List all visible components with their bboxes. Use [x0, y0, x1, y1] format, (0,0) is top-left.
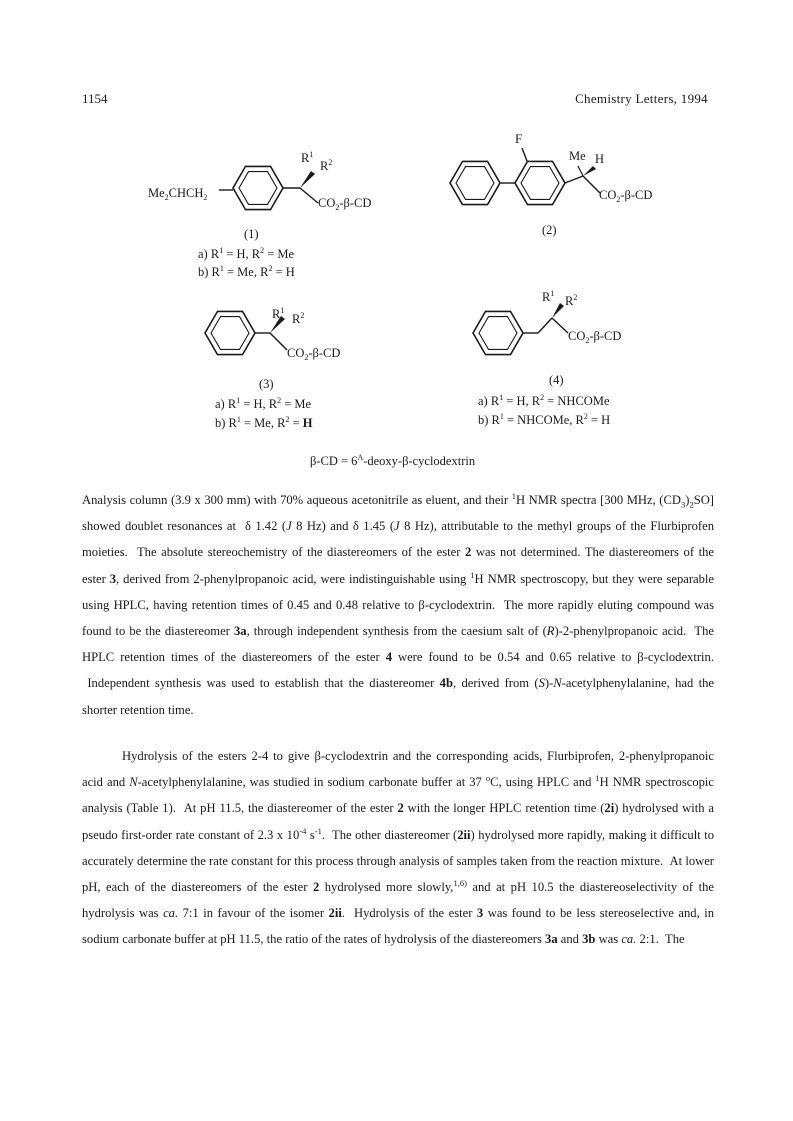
page-number: 1154: [82, 91, 108, 106]
compound-1a-label: a) $R^1 = H$, $R^2 = Me$: [198, 246, 295, 261]
compound-3a-label: a) $R^1 = H$, $R^2 = Me$: [215, 396, 312, 411]
compound-2-number: (2): [542, 223, 557, 237]
compound-2-structure: [450, 132, 652, 237]
compound-4b-label: b) $R^1$ = NHCOMe, $R^2 = H$: [478, 412, 611, 427]
compound-1-number: (1): [244, 227, 259, 241]
svg-text:R1: $R^1$: [301, 150, 314, 165]
svg-text:R2: $R^2$: [565, 293, 578, 308]
compound-4-number: (4): [549, 373, 564, 387]
svg-text:R1: $R^1$: [542, 289, 555, 304]
compound-3-number: (3): [259, 377, 274, 391]
paragraph-1: Analysis column (3.9 x 300 mm) with 70% aqueous acetonitrile as eluent, and their $^1$H NMR spectra [300 MHz, $(CD_3)_2SO$] showed doublet resonances at δ 1.42 (J 8 Hz) and δ 1.45 (J 8 Hz), attributable to the methyl groups of the Flurbiprofen moieties. The absolute stereochemistry of the diastereomers of the ester 2 was not determined. The diastereomers of the ester 3, derived from 2-phenylpropanoic acid, were indistinguishable using $^1$H NMR spectroscopy, but they were separable using HPLC, having retention times of 0.45 and 0.48 relative to β-cyclodextrin. The more rapidly eluting compound was found to be the diastereomer 3a, through independent synthesis from the caesium salt of (R)-2-phenylpropanoic acid. The HPLC retention times of the diastereomers of the ester 4 were found to be 0.54 and 0.65 relative to β-cyclodextrin. Independent synthesis was used to establish that the diastereomer 4b, derived from (S)-N-acetylphenylalanine, had the shorter retention time.: [82, 490, 715, 717]
compound-1b-label: b) $R^1 = Me$, $R^2 = H$: [198, 264, 295, 279]
svg-text:H: H: [595, 152, 605, 166]
svg-text:R2: $R^2$: [292, 311, 305, 326]
svg-text:CO2-β-CD: $CO_2-\beta-CD$: [287, 346, 341, 362]
beta-cd-definition: $\beta-CD = 6^A-deoxy-\beta$-cyclodextrin: [310, 453, 476, 468]
compound-3b-label: b) $R^1 = Me$, $R^2 = H$: [215, 415, 313, 430]
compound-4-structure: [473, 289, 621, 427]
compound-3-structure: [205, 306, 340, 430]
paragraph-2: Hydrolysis of the esters 2-4 to give β-cyclodextrin and the corresponding acids, Flurbiprofen, 2-phenylpropanoic acid and N-acetylphenylalanine, was studied in sodium carbonate buffer at 37 $^o$C, using HPLC and $^1$H NMR spectroscopic analysis (Table 1). At pH 11.5, the diastereomer of the ester 2 with the longer HPLC retention time (2i) hydrolysed with a pseudo first-order rate constant of 2.3 x $10^{-4}$ $s^{-1}$. The other diastereomer (2ii) hydrolysed more rapidly, making it difficult to accurately determine the rate constant for this process through analysis of samples taken from the reaction mixture. At lower pH, each of the diastereomers of the ester 2 hydrolysed more slowly,$^{1,6)}$ and at pH 10.5 the diastereoselectivity of the hydrolysis was ca. 7:1 in favour of the isomer 2ii. Hydrolysis of the ester 3 was found to be less stereoselective and, in sodium carbonate buffer at pH 11.5, the ratio of the rates of hydrolysis of the diastereomers 3a and 3b was ca. 2:1. The: [82, 749, 715, 947]
chemical-structures-figure: [0, 0, 793, 480]
svg-text:CO2-β-CD: $CO_2-\beta-CD$: [568, 329, 622, 345]
compound-1-substituent: $Me_2CHCH_2$: [148, 186, 208, 202]
svg-text:CO2-β-CD: $CO_2-\beta-CD$: [318, 196, 372, 212]
compound-4a-label: a) $R^1 = H$, $R^2$ = NHCOMe: [478, 393, 610, 408]
svg-text:R2: $R^2$: [320, 158, 333, 173]
svg-text:CO2-β-CD: $CO_2-\beta-CD$: [599, 188, 653, 204]
journal-header: Chemistry Letters, 1994: [575, 91, 708, 106]
compound-2-fluoro: F: [515, 132, 522, 146]
compound-1-structure: [148, 150, 371, 279]
svg-text:R1: $R^1$: [272, 306, 285, 321]
svg-text:Me: Me: [569, 149, 586, 163]
